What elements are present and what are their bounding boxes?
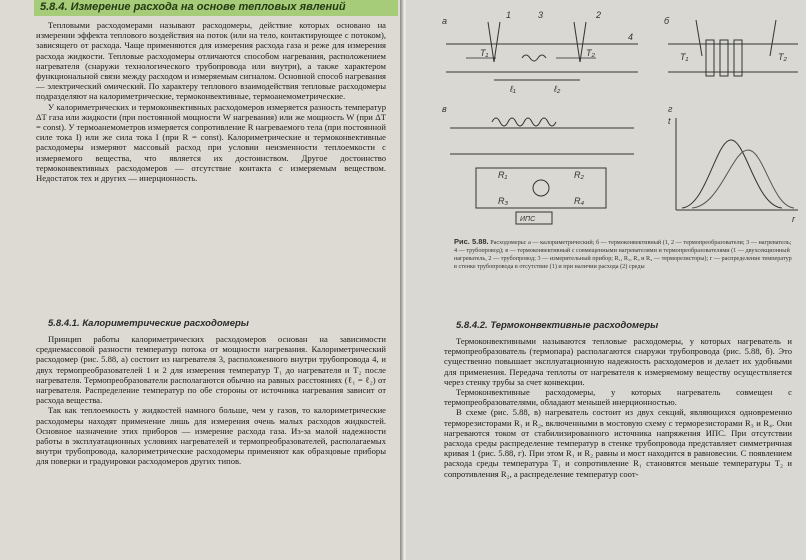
paragraph: В схеме (рис. 5.88, в) нагреватель состоит из двух секций, являющихся одновременно терморезисторами R₁ и R₂, включенными в мостовую схему с терморезисторами R₃ и R₄. Они нагреваются током от стабилизированного источника напряжения ИПС. При отсутствии расхода среды распределение температур в стенке трубопровода представляет симметричная кривая 1 (рис. 5.88, г). При этом R₁ и R₂ равны и мост находится в равновесии. С появлением расхода среды температура T₁ и сопротивление R₁ становятся меньше температуры T₂ и сопротивления R₂, а распределение температур соот- (444, 407, 792, 479)
svg-text:R₃: R₃ (498, 196, 509, 206)
thermoconvective-text (444, 336, 792, 479)
svg-text:r: r (792, 214, 795, 224)
paragraph: Термоконвективные расходомеры, у которых нагреватель совмещен с термопреобразователями, обладают меньшей инерционностью. (444, 387, 792, 408)
panel-b-thermoconvective (664, 16, 798, 76)
section-header: 5.8.4. Измерение расхода на основе тепловых явлений (34, 0, 398, 16)
panel-label-a: а (442, 16, 448, 26)
subsection-title-thermoconvective: 5.8.4.2. Термоконвективные расходомеры (456, 320, 659, 331)
caption-title: Рис. 5.88. (454, 237, 489, 246)
label-t2: T₂ (586, 48, 595, 58)
paragraph: У калориметрических и термоконвективных расходомеров измеряется разность температур ΔT газа или жидкости (при постоянной мощности W нагревания) или же мощность W (при ΔT = const). У термоанемометров измеряется сопротивление R нагреваемого тела (при постоянной силе тока I) или же сила тока I (при R = const). Калориметрические и термоконвективные расходомеры измеряют массовый расход при условии неизменности теплоемкости c измеряемого вещества, что является их достоинством. Другое достоинство термоконвективных расходомеров — отсутствие контакта с измеряемым веществом. Недостаток тех и других — инерционность. (36, 101, 386, 184)
right-page (406, 0, 806, 560)
svg-text:R₄: R₄ (574, 196, 585, 206)
calorimetric-text (36, 334, 386, 467)
svg-text:t: t (668, 116, 671, 126)
svg-text:T₁: T₁ (680, 52, 689, 62)
label-l1: ℓ₁ (510, 84, 516, 94)
panel-label-d: г (668, 104, 673, 114)
paragraph: Тепловыми расходомерами называют расходомеры, действие которых основано на измерении эффекта теплового воздействия на поток (или на тело, контактирующее с потоком), зависящего от расхода. Чаще применяются для измерения расхода газа и реже для измерения расхода жидкости. Тепловые расходомеры отличаются способом нагревания, расположением нагревателя (снаружи технологического трубопровода или внутри), а также характером функциональной связи между расходом и измеряемым сигналом. Основной способ нагревания — электрический омический. По характеру теплового взаимодействия тепловые расходомеры подразделяют на калориметрические, термоконвективные, термоанемометрические. (36, 20, 386, 102)
label-part-2: 2 (596, 10, 602, 20)
intro-text (36, 20, 386, 183)
svg-text:R₁: R₁ (498, 170, 508, 180)
panel-c-bridge (442, 104, 634, 224)
label-ips: ИПС (520, 216, 536, 223)
label-l2: ℓ₂ (554, 84, 561, 94)
svg-text:R₂: R₂ (574, 170, 584, 180)
paragraph: Так как теплоемкость у жидкостей намного больше, чем у газов, то калориметрические расходомеры находят применение лишь для измерения очень малых расходов жидкостей. Основное назначение этих приборов — измерение расхода газа. Из-за малой надежности работы в эксплуатационных условиях нагревателей и термопреобразователей, располагаемых внутри трубопровода, калориметрические расходомеры применяют как образцовые приборы для поверки и градуировки расходомеров других типов. (36, 405, 386, 467)
caption-text: Расходомеры: а — калориметрический; б — термоконвективный (1, 2 — термопреобразователи; 3 — нагреватель; 4 — трубопровод); в — термоконвективный с совмещенными нагревателями и термопреобразователями (1 — двухсекционный нагреватель, 2 — трубопровод; 3 — измерительный прибор; R₁, R₂, R₃ и R₄ — терморезисторы); г — распределение температур в стенке трубопровода в отсутствие (1) и при наличии расхода (2) среды (454, 239, 792, 270)
subsection-title-calorimetric: 5.8.4.1. Калориметрические расходомеры (48, 318, 249, 329)
svg-text:T₂: T₂ (778, 52, 787, 62)
label-t1: T₁ (480, 48, 489, 58)
label-part-4: 4 (628, 32, 634, 42)
left-page (0, 0, 402, 560)
label-part-3: 3 (538, 10, 544, 20)
label-part-1: 1 (506, 10, 512, 20)
panel-d-graph (668, 104, 798, 224)
paragraph: Термоконвективными называются тепловые расходомеры, у которых нагреватель и термопреобразователь (термопара) располагаются снаружи трубопровода (рис. 5.88, б). Это существенно повышает эксплуатационную надежность расходомеров и делает их удобными для применения. Передача теплоты от нагревателя к измеряемому веществу осуществляется через стенку трубы за счет конвекции. (444, 336, 792, 387)
figure-caption (454, 238, 794, 271)
paragraph: Принцип работы калориметрических расходомеров основан на зависимости среднемассовой разности температур потока от мощности нагревания. Калориметрический расходомер (рис. 5.88, а) состоит из нагревателя 3, расположенного внутри трубопровода 4, и двух термопреобразователей 1 и 2 для измерения температур T₁ до нагревателя и T₂ после нагревателя. Термопреобразователи располагаются обычно на равных расстояниях (ℓ₁ = ℓ₂) от нагревателя. Распределение температур по обе стороны от источника нагревания зависит от расхода вещества. (36, 334, 386, 406)
figure-5-88 (406, 0, 806, 240)
panel-label-b: б (664, 16, 670, 26)
panel-a-calorimetric (442, 10, 638, 94)
panel-label-c: в (442, 104, 447, 114)
